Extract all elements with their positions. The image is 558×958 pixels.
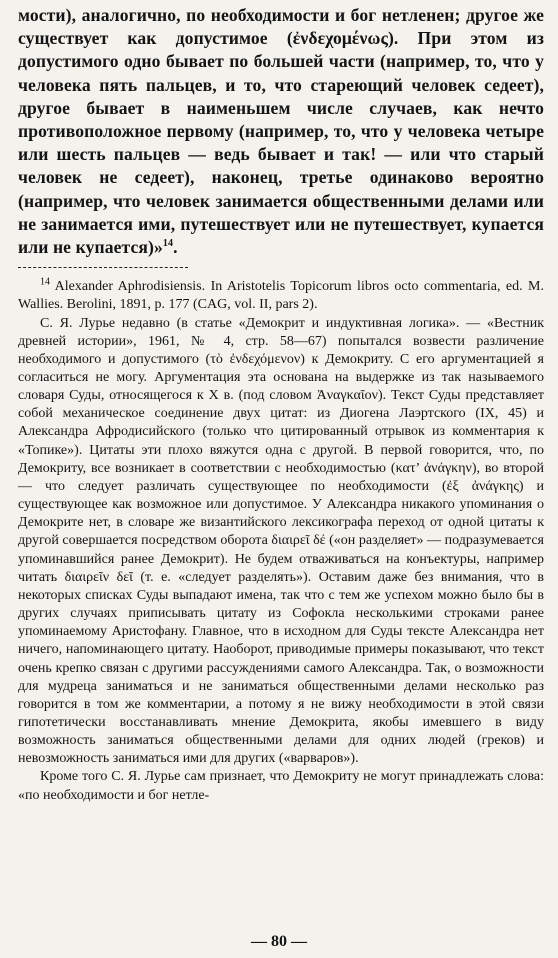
note-paragraph-1: С. Я. Лурье недавно (в статье «Демокрит и индуктивная логика». — «Вестник древней истории», 1961, № 4, стр. 58—67) попытался возвести различение необходимого и допустимого (τὸ ἐνδεχόμενον) к Демокриту. С его аргументацией я согласиться не могу. Аргументация эта основана на выдержке из так называемого словаря Суды, относящегося к X в. (под словом Ἀναγκαῖον). Текст Суды представляет собой механическое соединение двух цитат: из Диогена Лаэртского (IX, 45) и Александра Афродисийского (только что цитированный отрывок из комментария к «Топике»). Цитаты эти плохо вяжутся одна с другой. В первой говорится, что, по Демокриту, все возникает в соответствии с необходимостью (κατ’ ἀνάγκην), во второй — что следует различать существующее по необходимости (ἐξ ἀνάγκης) и существующее как возможное или допустимое. У Александра никакого упоминания о Демокрите нет, в словаре же византийского лексикографа переход от одной цитаты к другой совершается посредством оборота διαιρεῖ δέ («он разделяет» — подразумевается упоминавшийся ранее Демокрит). Не будем отваживаться на конъектуры, например читать διαιρεῖν δεῖ (т. е. «следует разделять»). Оставим даже без внимания, что в некоторых списках Суды выпадают имена, так что с тем же успехом можно было бы в других случаях приписывать цитату из Софокла несколькими строками ранее упоминаемому Аристофану. Главное, что в исходном для Суды тексте Александра нет ничего, напоминающего цитату. Наоборот, приводимые примеры показывают, что текст очень крепко связан с другими рассуждениями самого Александра. Так, о возможности для мудреца заниматься и не заниматься общественными делами несколько раз говорится в том же комментарии, а потому я не вижу необходимости в этой связи гипотетически восстанавливать мнение Демокрита, якобы имевшего в виду возможность заниматься общественными делами для одних людей (греков) и невозможность заниматься ими для других («варваров»). bbox=[18, 315, 544, 767]
note-paragraph-2: Кроме того С. Я. Лурье сам признает, что Демокриту не могут принадлежать слова: «по необходимости и бог нетле- bbox=[18, 769, 544, 803]
page-body bbox=[18, 4, 544, 805]
footnote-mark: 14 bbox=[40, 276, 50, 288]
footnotes bbox=[18, 278, 544, 805]
main-text-block bbox=[18, 4, 544, 259]
page-number: — 80 — bbox=[251, 933, 307, 950]
footnote-reference: 14 bbox=[162, 238, 174, 250]
footnote-separator bbox=[18, 267, 188, 268]
main-paragraph: мости), аналогично, по необходимости и бог нетленен; другое же существует как допустимое (ἐνδεχομένως). При этом из допустимого одно бывает по большей части (например, то, что у человека пять пальцев, и то, что стареющий человек седеет), другое бывает в наименьшем числе случаев, как нечто противоположное первому (например, то, что у человека четыре или шесть пальцев — ведь бывает и так! — или что старый человек не седеет), наконец, третье одинаково вероятно (например, что человек занимается общественными делами или не занимается ими, путешествует или не путешествует, купается или не купается)»$^{14}$. bbox=[18, 5, 544, 258]
footnote-14: $^{14}$ Alexander Aphrodisiensis. In Aristotelis Topicorum libros octo commentaria, ed. M. Wallies. Berolini, 1891, p. 177 (CAG, vol. II, pars 2). bbox=[18, 276, 544, 313]
